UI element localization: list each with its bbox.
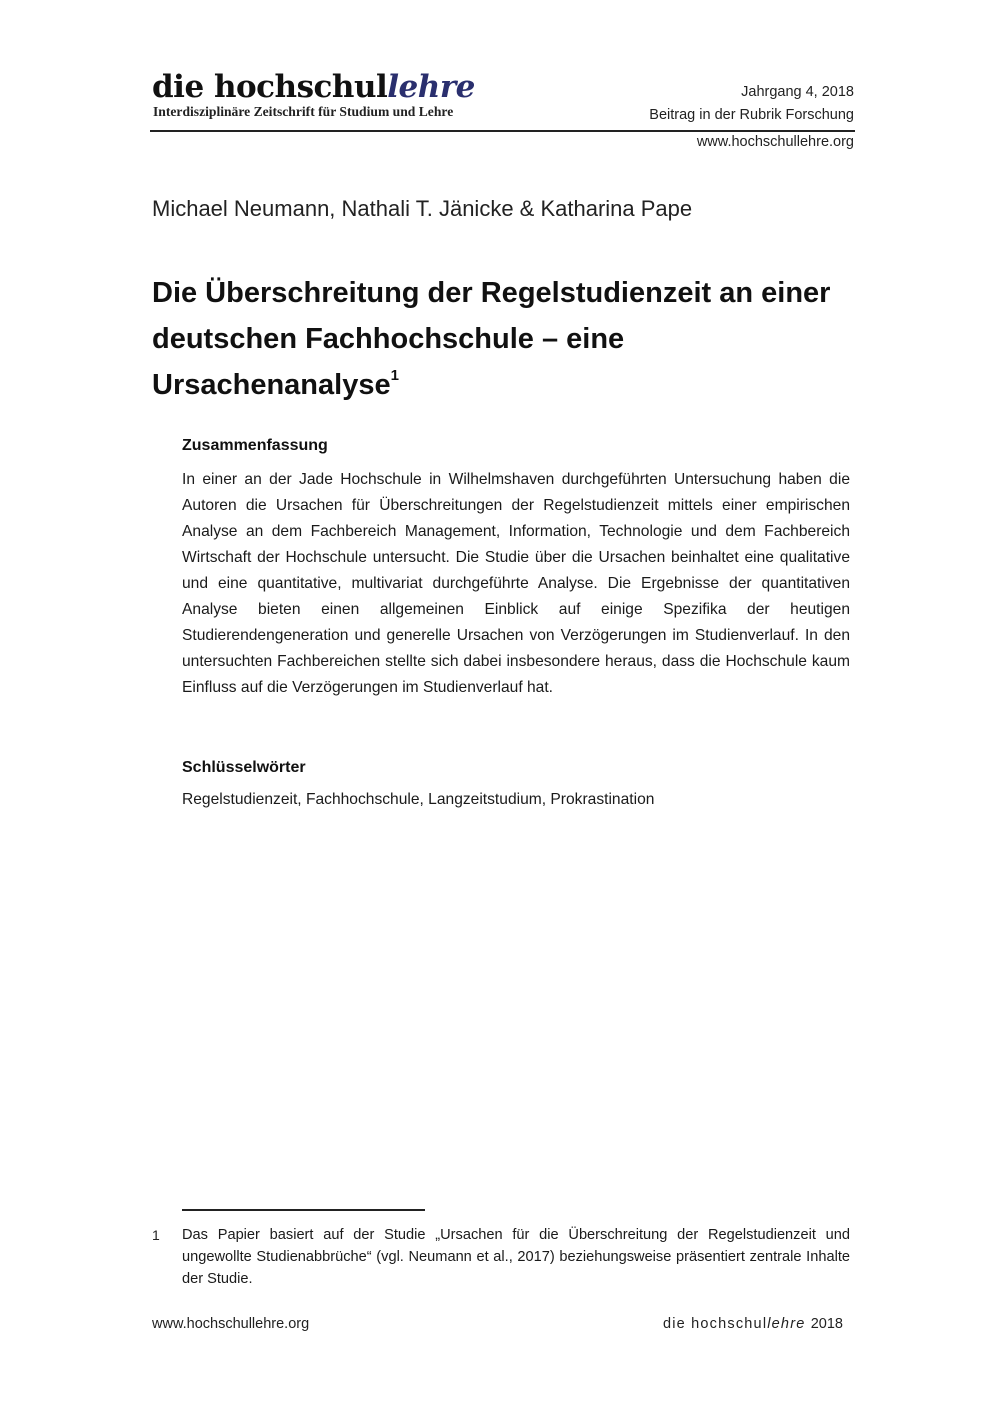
footer-journal-main: die hochschul (662, 1316, 768, 1332)
footer-website-link[interactable]: www.hochschullehre.org (152, 1316, 310, 1332)
footer-journal-italic: lehre (767, 1316, 806, 1332)
logo-italic-text: lehre (387, 69, 475, 105)
rubric-info: Beitrag in der Rubrik Forschung (649, 107, 854, 123)
journal-logo (152, 70, 475, 104)
footnote-number: 1 (152, 1227, 160, 1243)
keywords-heading: Schlüsselwörter (182, 759, 306, 776)
volume-info: Jahrgang 4, 2018 (741, 84, 854, 100)
footnote-text: Das Papier basiert auf der Studie „Ursachen für die Überschreitung der Regelstudienzeit und ungewollte Studienabbrüche“ (vgl. Neumann et al., 2017) beziehungsweise präsentiert zentrale Inhalte der Studie. (182, 1227, 850, 1287)
footnote-marker[interactable]: 1 (390, 367, 399, 384)
article-title (152, 270, 852, 408)
abstract-heading: Zusammenfassung (182, 437, 328, 454)
article-title-text: Die Überschreitung der Regelstudienzeit an einer deutschen Fachhochschule – eine Ursachenanalyse (152, 277, 831, 401)
article-authors: Michael Neumann, Nathali T. Jänicke & Katharina Pape (152, 196, 693, 221)
footnote-divider (182, 1209, 425, 1211)
footer-year: 2018 (810, 1316, 843, 1332)
abstract-text: In einer an der Jade Hochschule in Wilhelmshaven durchgeführten Untersuchung haben die Autoren die Ursachen für Überschreitungen der Regelstudienzeit mittels einer empirischen Analyse an dem Fachbereich Management, Information, Technologie und dem Fachbereich Wirtschaft der Hochschule untersucht. Die Studie über die Ursachen beinhaltet eine qualitative und eine quantitative, multivariat durchgeführte Analyse. Die Ergebnisse der quantitativen Analyse bieten einen allgemeinen Einblick auf einige Spezifika der heutigen Studierendengeneration und generelle Ursachen von Verzögerungen im Studienverlauf. In den untersuchten Fachbereichen stellte sich dabei insbesondere heraus, dass die Hochschule kaum Einfluss auf die Verzögerungen im Studienverlauf hat. (182, 471, 850, 696)
header-divider (150, 130, 855, 132)
footer-journal-name (663, 1316, 843, 1332)
logo-main-text: die hochschul (152, 69, 388, 105)
header-website-link[interactable]: www.hochschullehre.org (696, 134, 854, 150)
logo-subtitle: Interdisziplinäre Zeitschrift für Studium und Lehre (153, 104, 454, 119)
keywords-text: Regelstudienzeit, Fachhochschule, Langzeitstudium, Prokrastination (182, 791, 655, 808)
